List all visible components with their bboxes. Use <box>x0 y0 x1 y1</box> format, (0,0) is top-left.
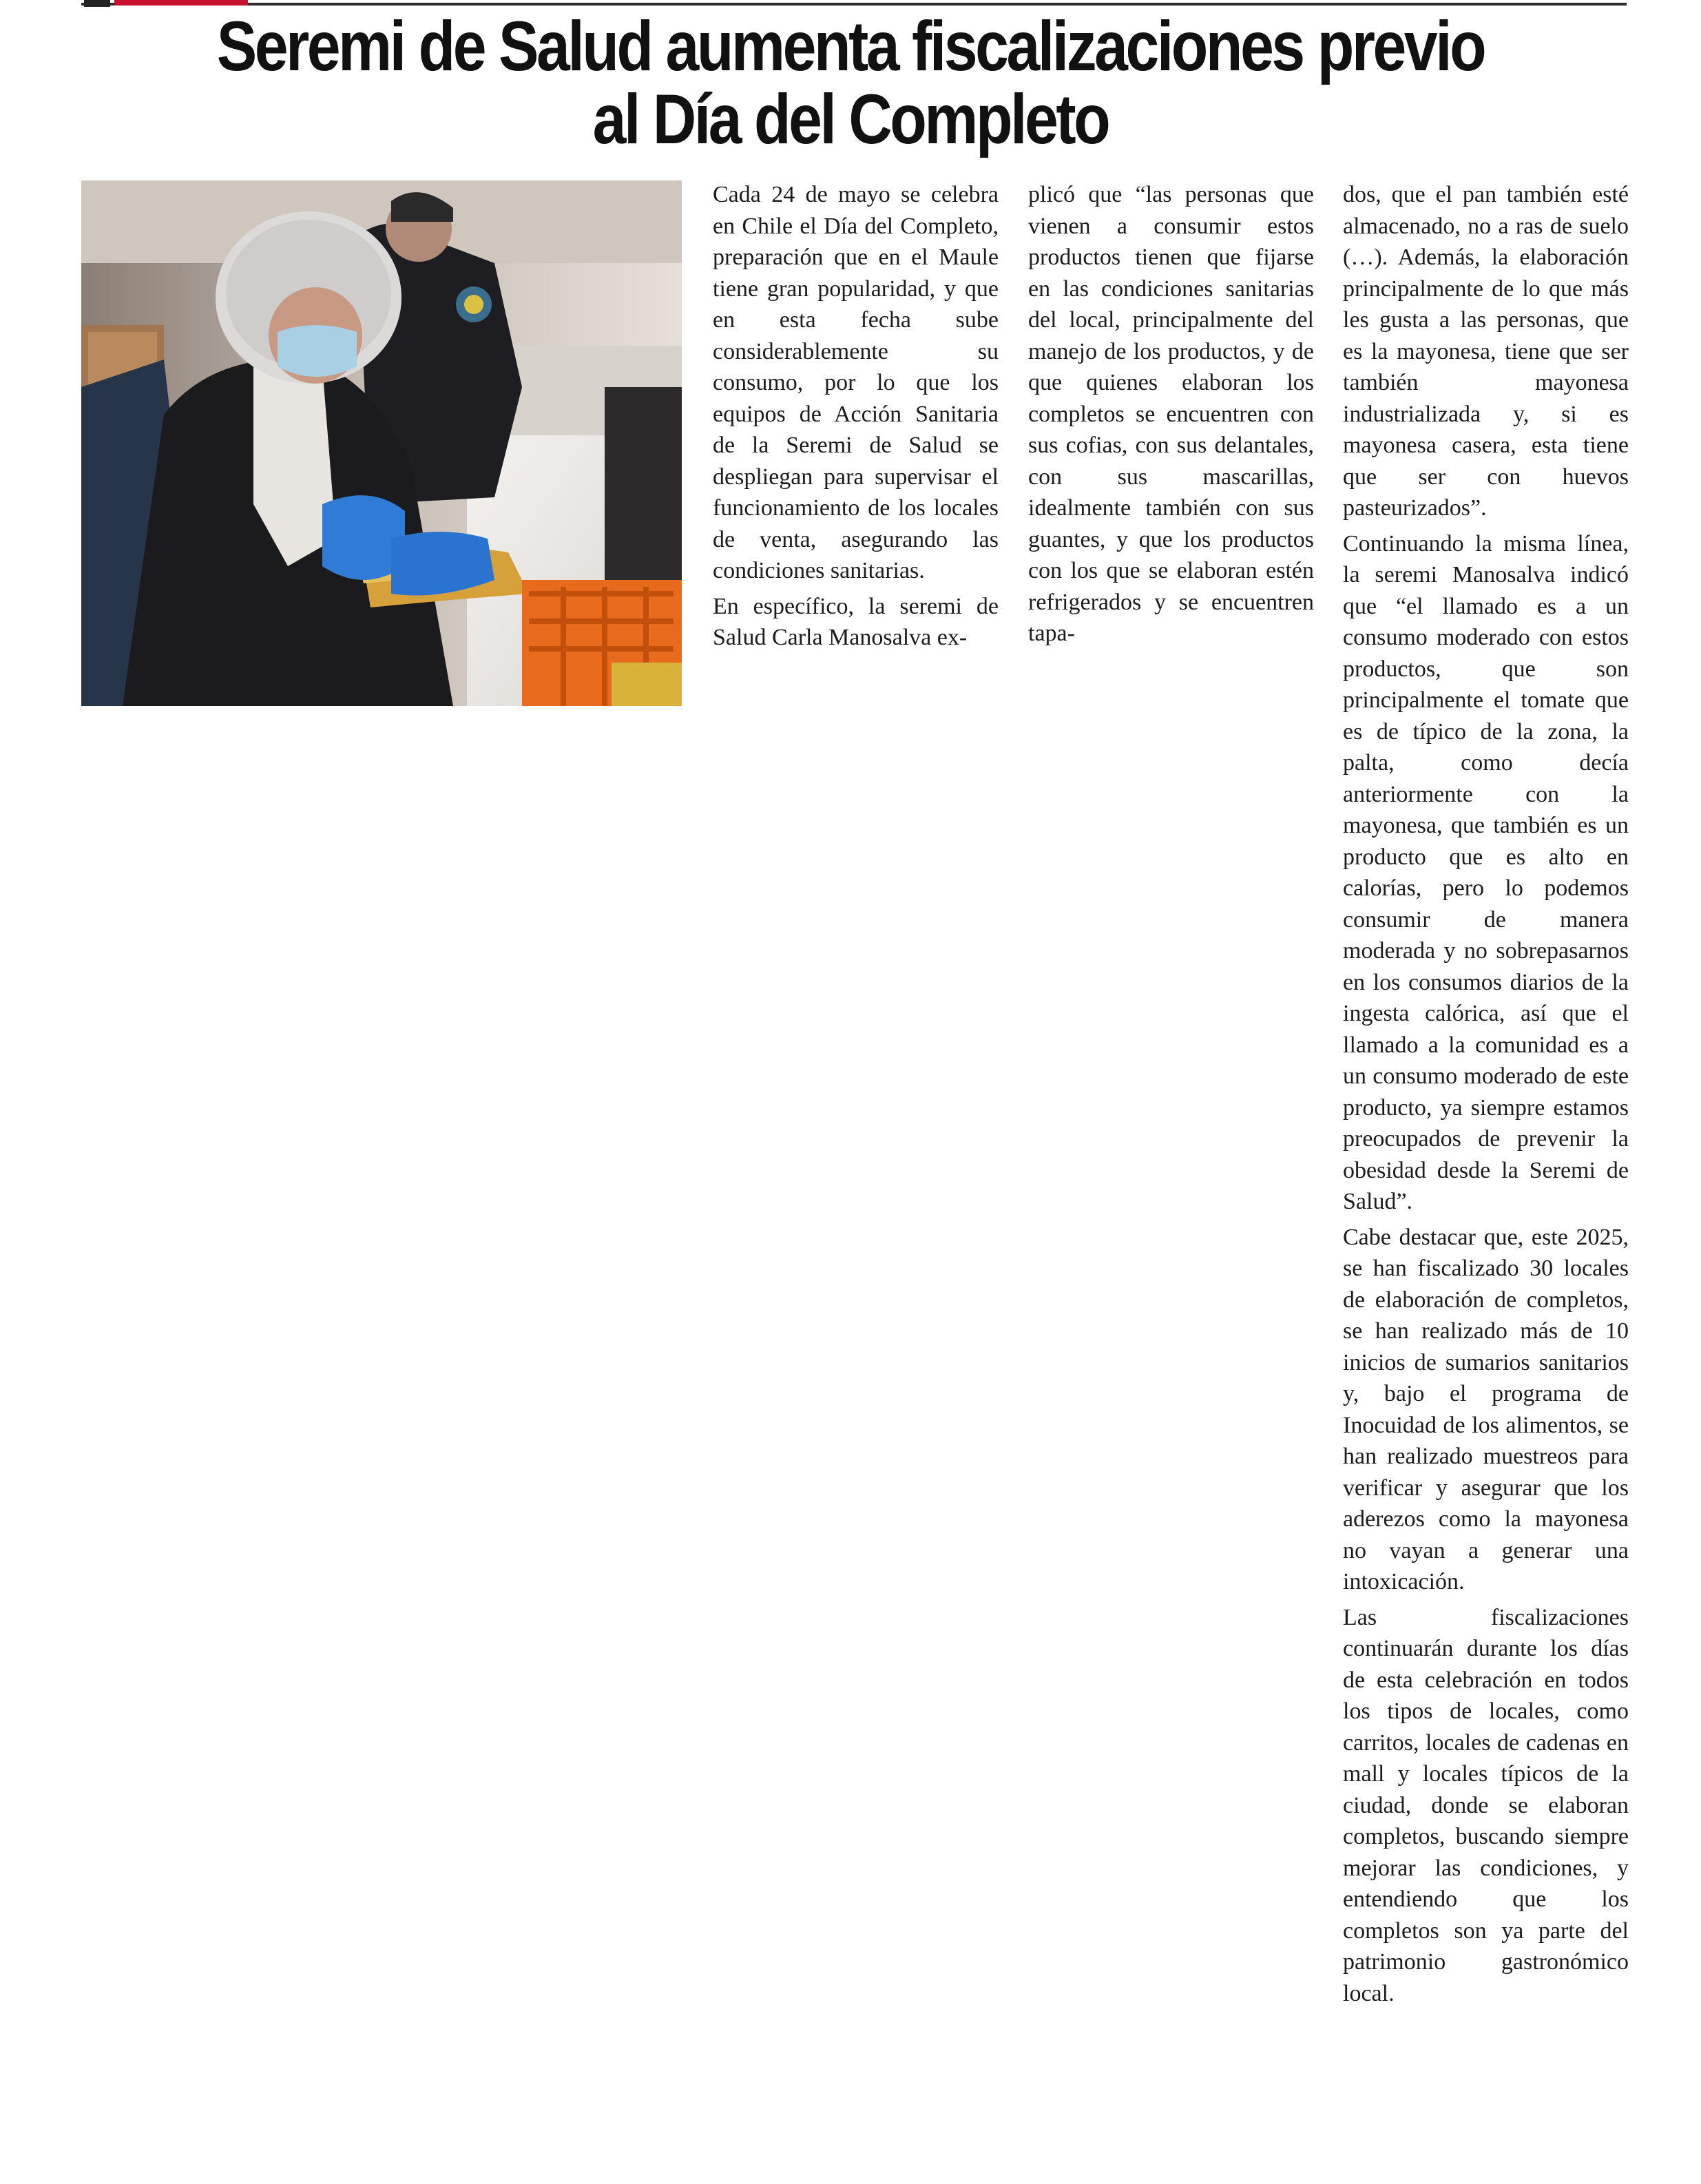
paragraph: Cabe destacar que, este 2025, se han fiscalizado 30 locales de elaboración de completos, se han realizado más de 10 inicios de sumarios sanitarios y, bajo el programa de Inocuidad de los alimentos, se han realizado muestreos para verificar y asegurar que los aderezos como la mayonesa no vayan a generar una intoxicación. <box>1343 1224 1629 1594</box>
headline <box>214 7 1488 158</box>
top-rule <box>81 3 1627 6</box>
paragraph: plicó que “las personas que vienen a consumir estos productos tienen que fijarse en las condiciones sanitarias del local, principalmente del manejo de los productos, y de que quienes elaboran los completos se encuentren con sus cofias, con sus delantales, con sus mascarillas, idealmente también con sus guantes, y que los productos con los que se elaboran estén refrigerados y se encuentren tapa- <box>1028 182 1314 646</box>
paragraph: En específico, la seremi de Salud Carla Manosalva ex- <box>713 593 999 650</box>
page-marker <box>84 0 110 7</box>
headline-line-1: Seremi de Salud aumenta fiscalizaciones previo <box>216 7 1485 85</box>
article-column-2 <box>1028 179 1314 654</box>
paragraph: dos, que el pan también esté almacenado, no a ras de suelo (…). Además, la elaboración principalmente de lo que más les gusta a las personas, que es la mayonesa, tiene que ser también mayonesa industrializada y, si es mayonesa casera, esta tiene que ser con huevos pasteurizados”. <box>1343 182 1629 521</box>
paragraph: Continuando la misma línea, la seremi Manosalva indicó que “el llamado es a un consumo moderado con estos productos, que son principalmente el tomate que es de típico de la zona, la palta, como decía anteriormente con la mayonesa, que también es un producto que es alto en calorías, pero lo podemos consumir de manera moderada y no sobrepasarnos en los consumos diarios de la ingesta calórica, así que el llamado a la comunidad es a un consumo moderado de este producto, ya siempre estamos preocupados de prevenir la obesidad desde la Seremi de Salud”. <box>1343 530 1629 1214</box>
paragraph: Cada 24 de mayo se celebra en Chile el Día del Completo, preparación que en el Maule tiene gran popularidad, y que en esta fecha sube considerablemente su consumo, por lo que los equipos de Acción Sanitaria de la Seremi de Salud se despliegan para supervisar el funcionamiento de los locales de venta, asegurando las condiciones sanitarias. <box>713 182 999 583</box>
paragraph: Las fiscalizaciones continuarán durante los días de esta celebración en todos los tipos de locales, como carritos, locales de cadenas en mall y locales típicos de la ciudad, donde se elaboran completos, buscando siempre mejorar las condiciones, y entendiendo que los completos son ya parte del patrimonio gastronómico local. <box>1343 1604 1629 2006</box>
headline-line-2: al Día del Completo <box>592 80 1109 158</box>
article-column-1 <box>713 179 999 658</box>
section-tab <box>114 0 248 6</box>
photo-inspector-icon <box>81 180 682 706</box>
article-column-3 <box>1343 179 1629 2013</box>
article-photo <box>81 180 682 706</box>
